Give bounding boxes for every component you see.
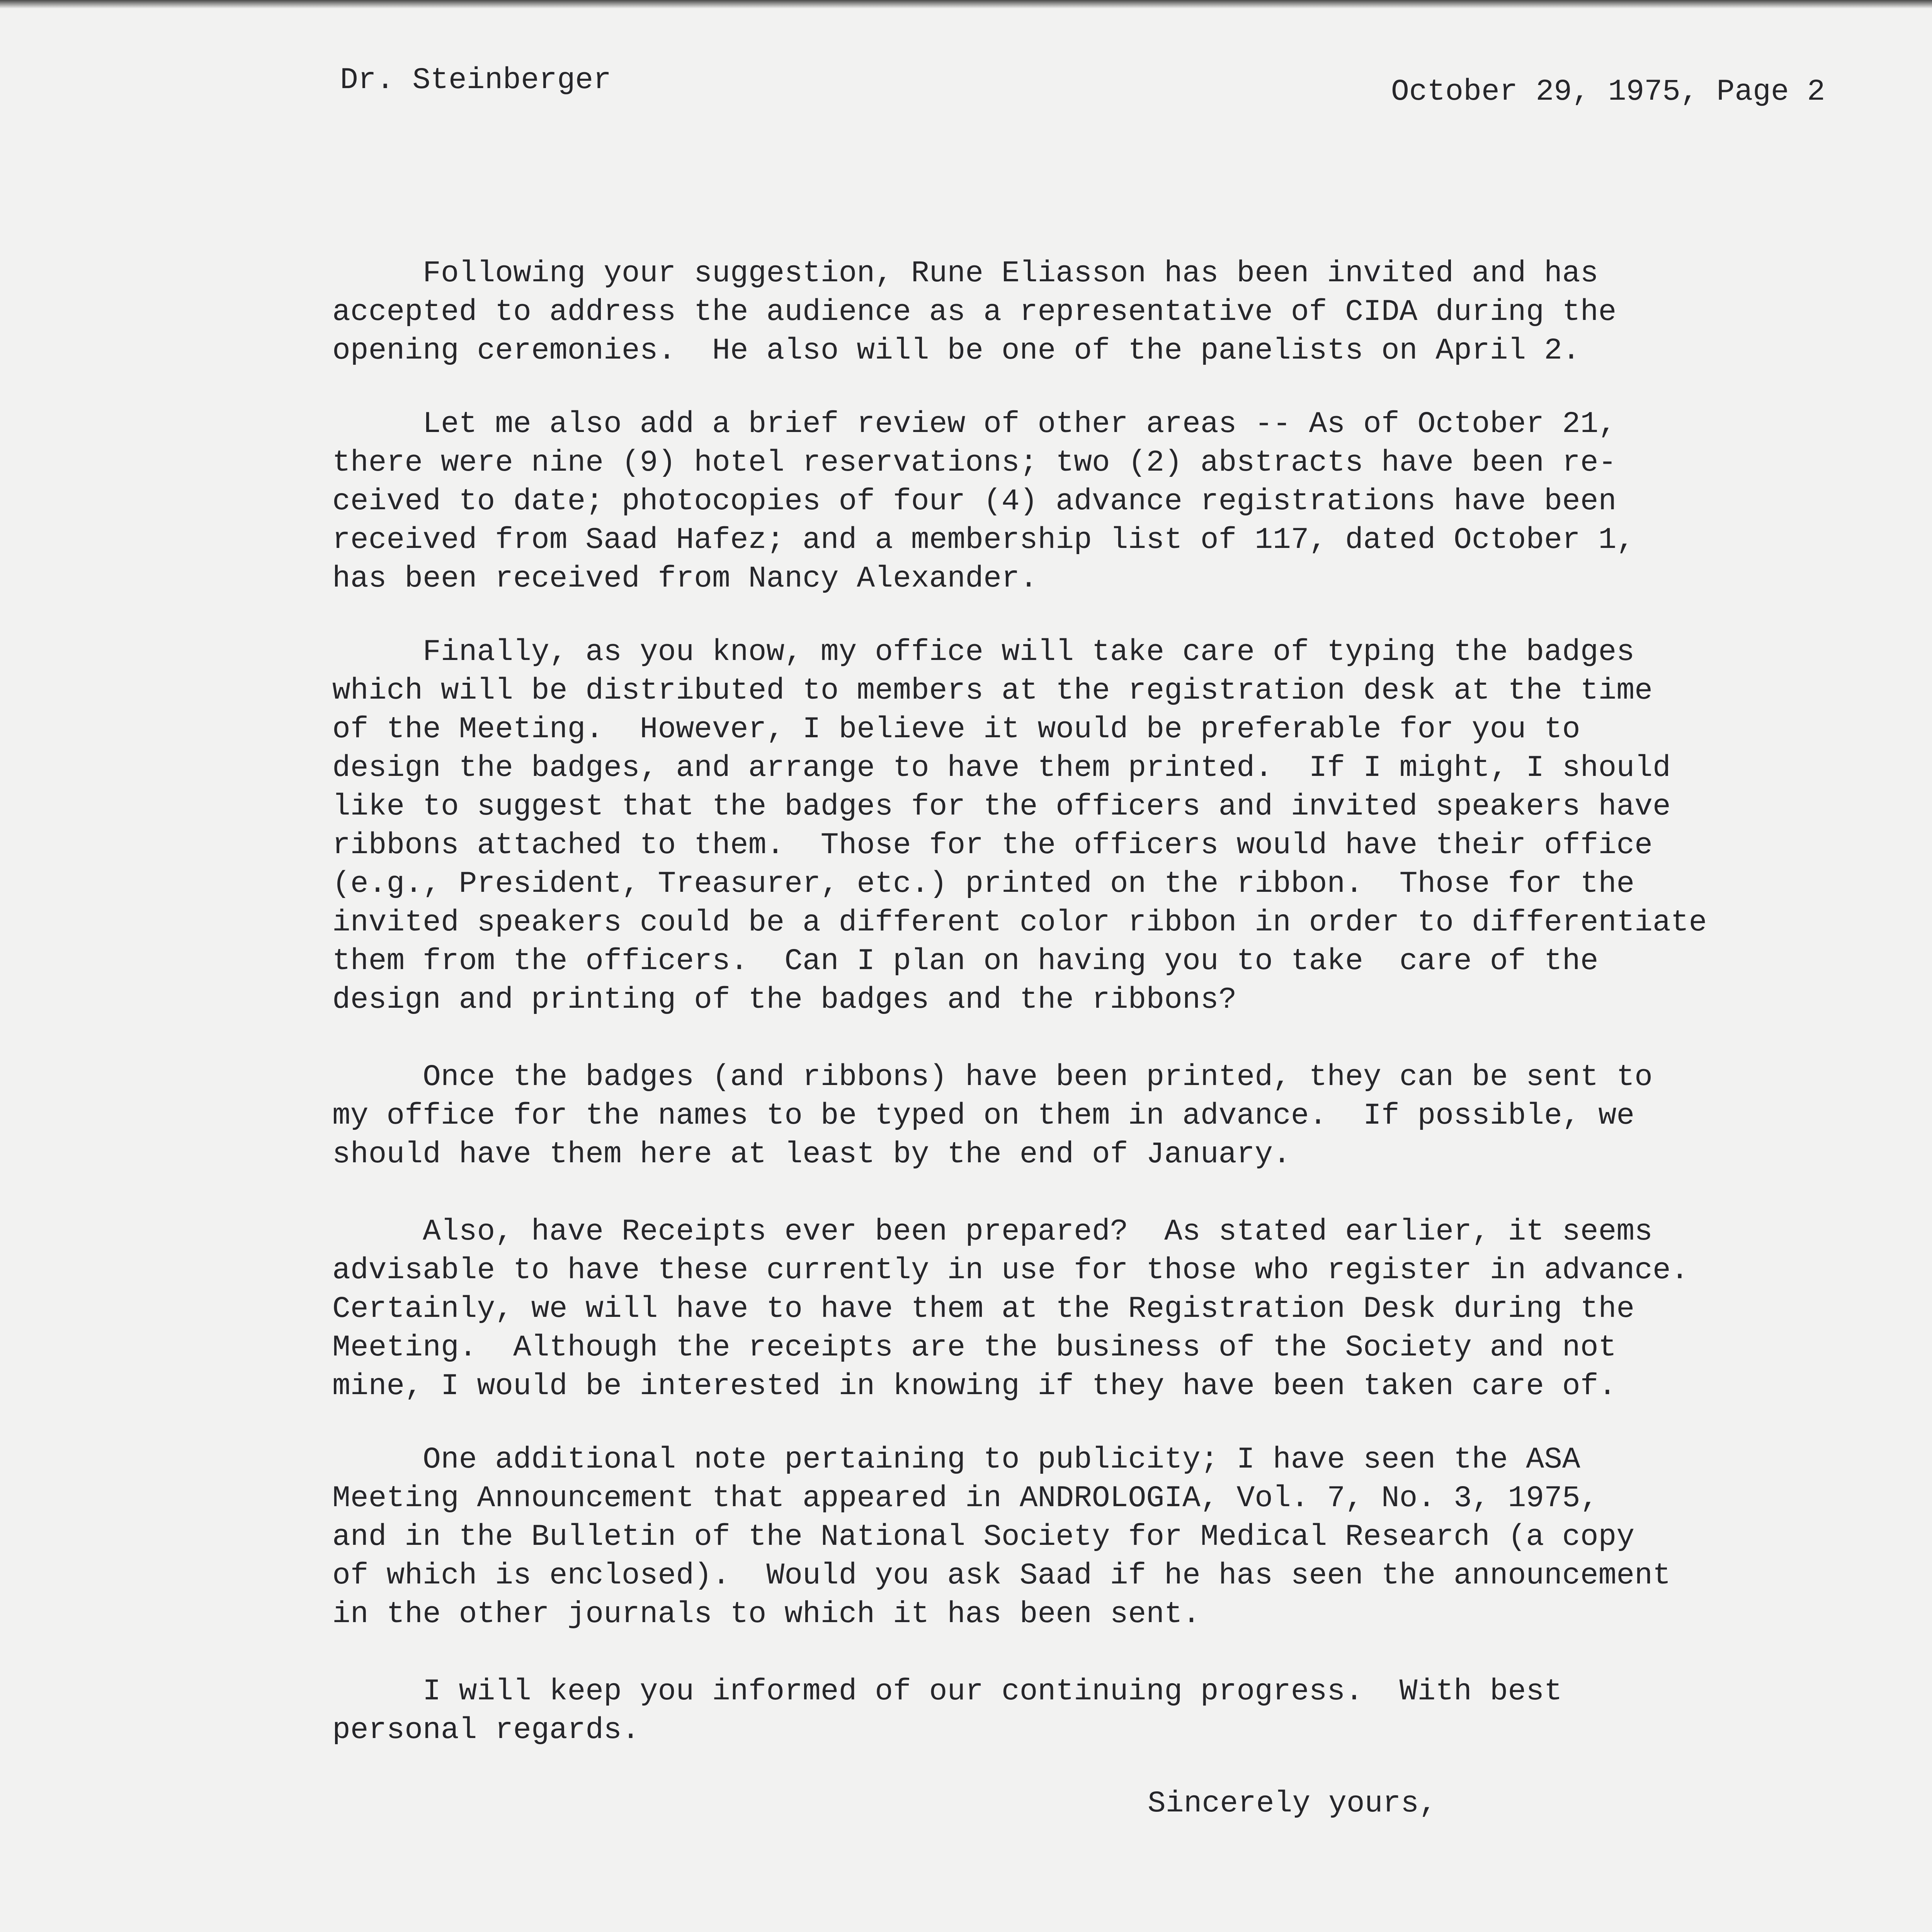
paragraph-line: design and printing of the badges and the ribbons? [332,983,1237,1017]
paragraph-line: my office for the names to be typed on them in advance. If possible, we [332,1099,1635,1133]
paragraph-line: ceived to date; photocopies of four (4) advance registrations have been [332,485,1617,519]
paragraph-line: of the Meeting. However, I believe it would be preferable for you to [332,713,1580,747]
paragraph-line: Once the badges (and ribbons) have been printed, they can be sent to [332,1060,1653,1094]
closing-salutation: Sincerely yours, [1148,1787,1437,1821]
paragraph-line: like to suggest that the badges for the officers and invited speakers have [332,790,1671,824]
paragraph-line: them from the officers. Can I plan on having you to take care of the [332,944,1599,978]
paragraph-line: Let me also add a brief review of other areas -- As of October 21, [332,407,1617,441]
paragraph-line: should have them here at least by the end of January. [332,1138,1291,1172]
paragraph-line: received from Saad Hafez; and a membership list of 117, dated October 1, [332,523,1635,557]
paragraph-line: and in the Bulletin of the National Society for Medical Research (a copy [332,1520,1635,1554]
paragraph-line: mine, I would be interested in knowing if they have been taken care of. [332,1369,1617,1403]
paragraph-line: personal regards. [332,1713,640,1747]
paragraph-line: there were nine (9) hotel reservations; two (2) abstracts have been re- [332,446,1617,480]
paragraph-line: of which is enclosed). Would you ask Saad if he has seen the announcement [332,1559,1671,1593]
paragraph-line: accepted to address the audience as a representative of CIDA during the [332,295,1617,329]
paragraph-line: design the badges, and arrange to have them printed. If I might, I should [332,751,1671,785]
paragraph-line: Following your suggestion, Rune Eliasson has been invited and has [332,257,1599,291]
date-page-header: October 29, 1975, Page 2 [1391,75,1825,109]
paragraph-line: in the other journals to which it has been sent. [332,1597,1201,1631]
paragraph-line: One additional note pertaining to publicity; I have seen the ASA [332,1443,1580,1477]
paragraph-line: Meeting Announcement that appeared in ANDROLOGIA, Vol. 7, No. 3, 1975, [332,1481,1599,1515]
paragraph-line: opening ceremonies. He also will be one of the panelists on April 2. [332,334,1580,368]
paragraph-line: which will be distributed to members at the registration desk at the time [332,674,1653,708]
scan-edge-top [0,0,1932,9]
paragraph-line: Certainly, we will have to have them at the Registration Desk during the [332,1292,1635,1326]
paragraph-line: advisable to have these currently in use for those who register in advance. [332,1253,1689,1287]
paragraph-line: invited speakers could be a different color ribbon in order to differentiate [332,906,1707,940]
paragraph-line: Finally, as you know, my office will take care of typing the badges [332,635,1635,669]
paragraph-line: ribbons attached to them. Those for the officers would have their office [332,828,1653,862]
paragraph-line: Meeting. Although the receipts are the business of the Society and not [332,1331,1617,1365]
paragraph-line: I will keep you informed of our continuing progress. With best [332,1675,1562,1709]
recipient-header: Dr. Steinberger [340,63,612,97]
paragraph-line: (e.g., President, Treasurer, etc.) printed on the ribbon. Those for the [332,867,1635,901]
paragraph-line: has been received from Nancy Alexander. [332,562,1038,596]
paragraph-line: Also, have Receipts ever been prepared? As stated earlier, it seems [332,1215,1653,1249]
